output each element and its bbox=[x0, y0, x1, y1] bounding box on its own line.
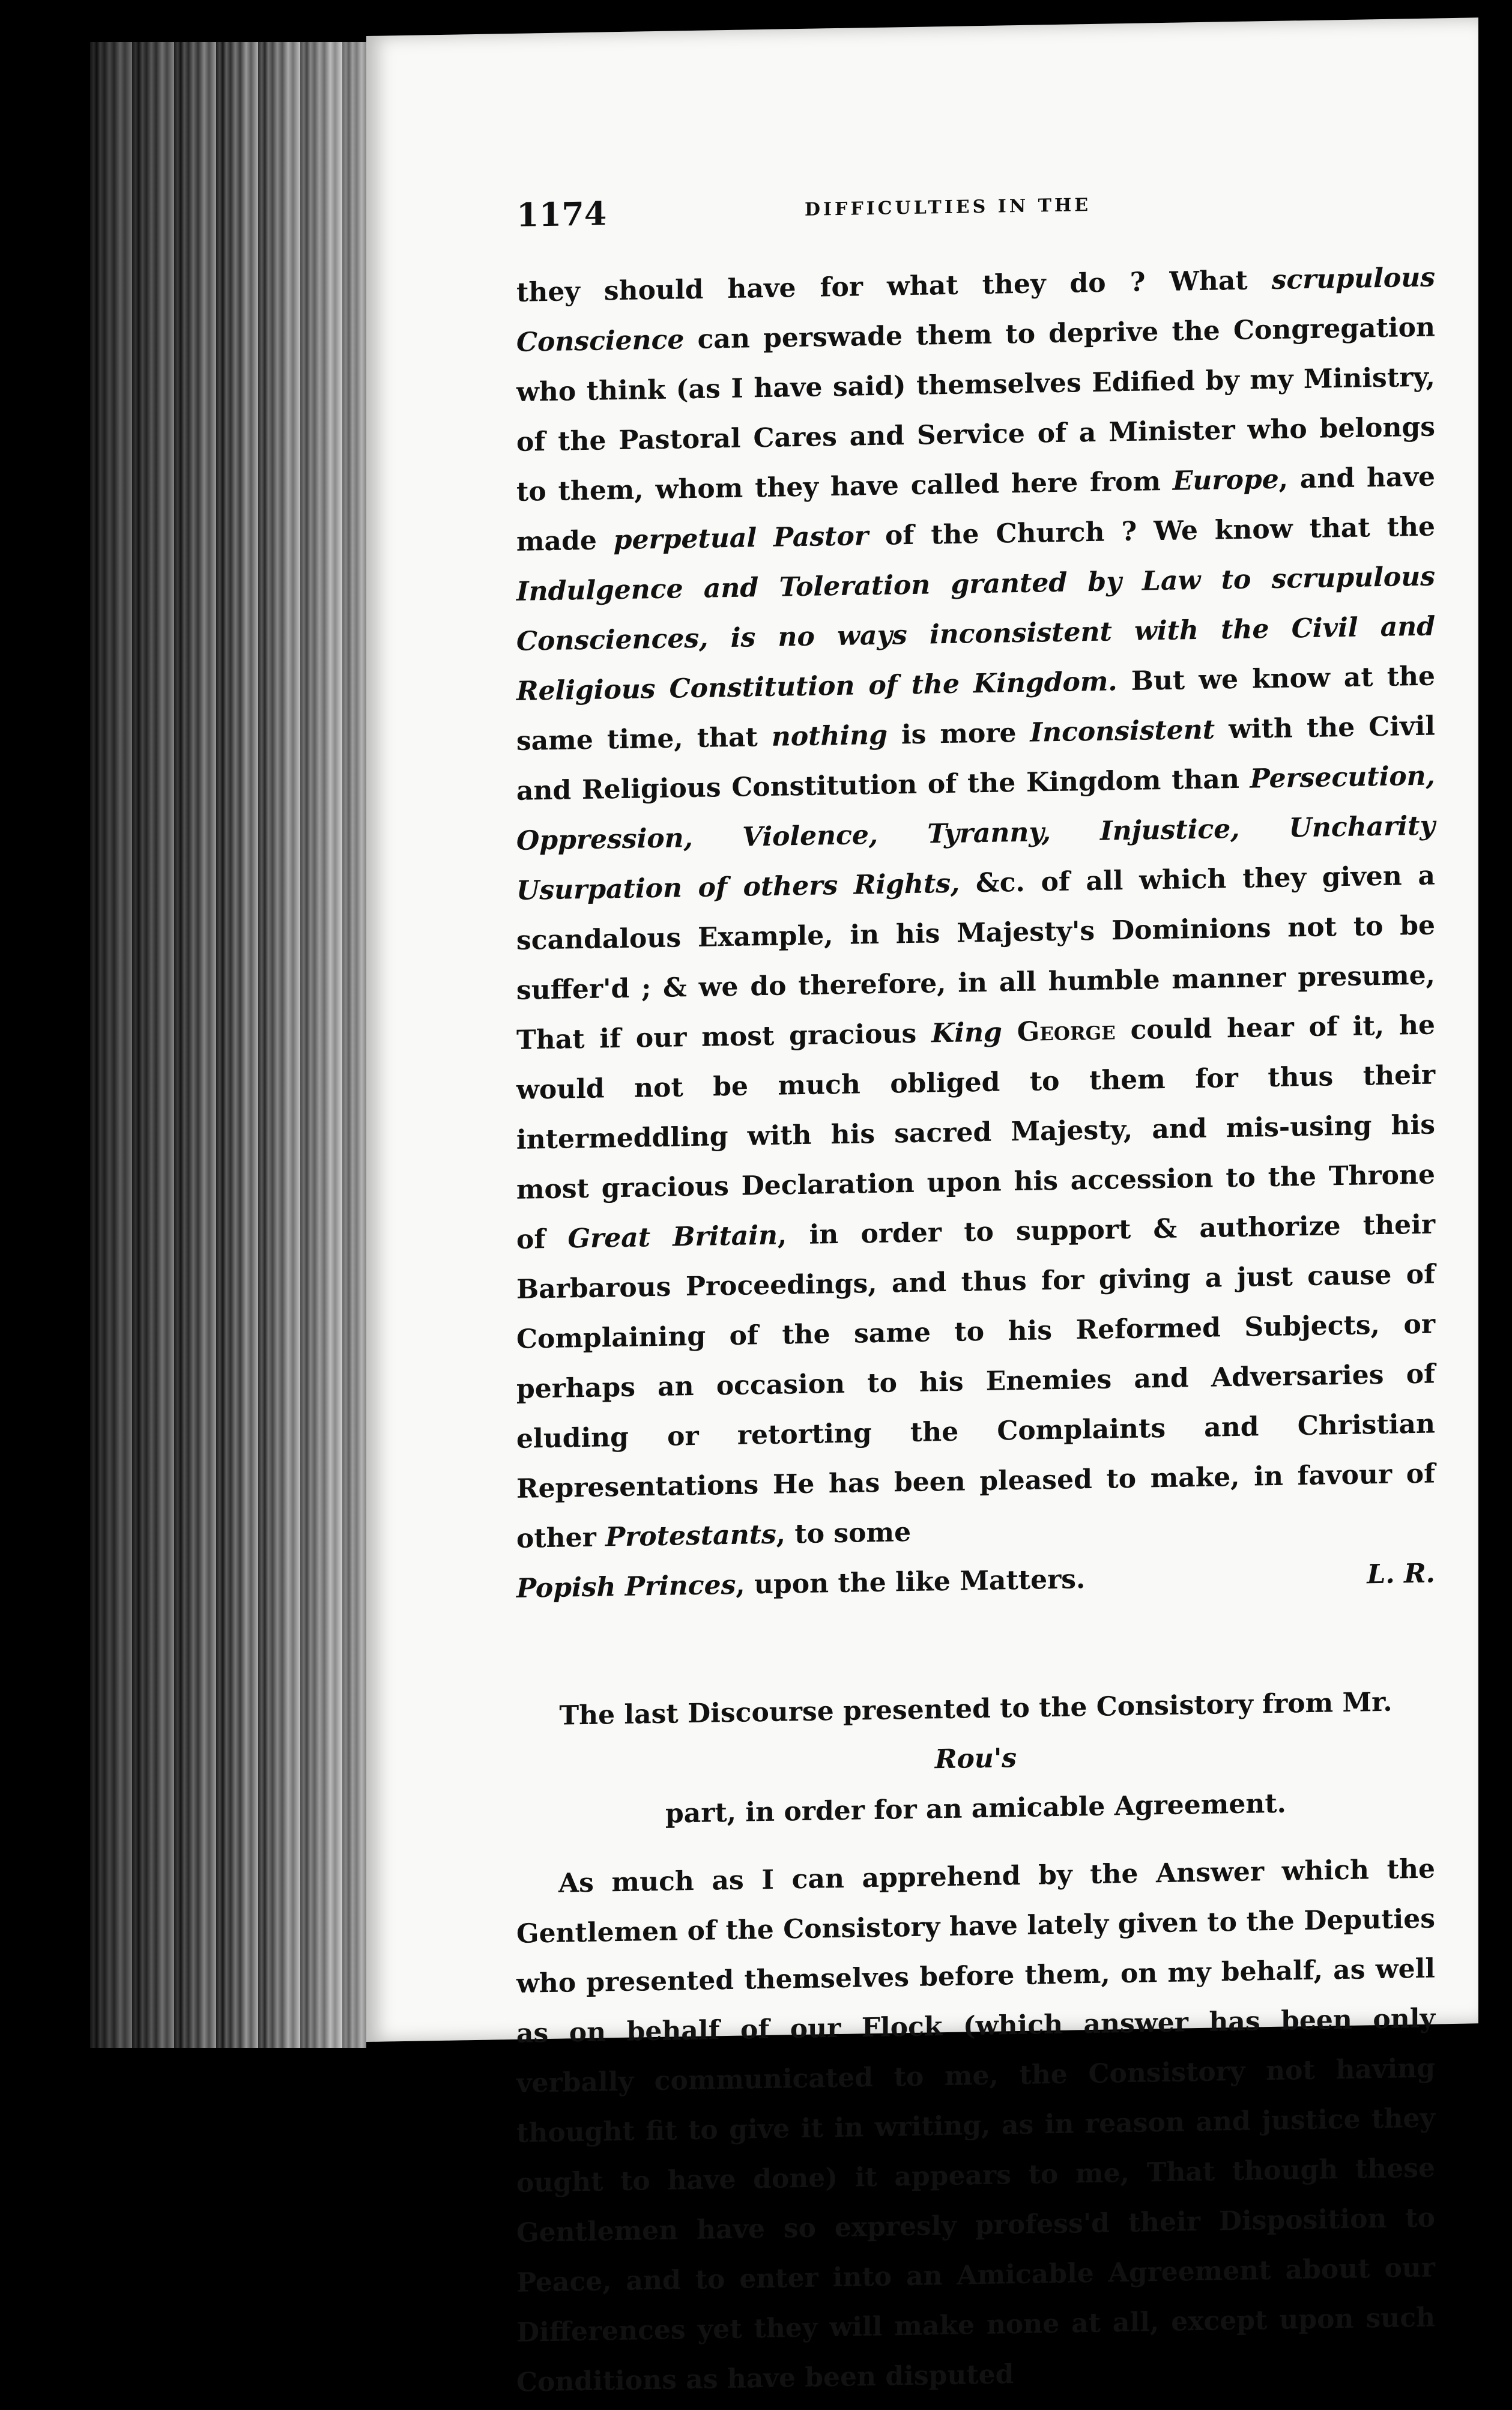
running-title: DIFFICULTIES IN THE bbox=[805, 194, 1092, 220]
section-paragraph: As much as I can apprehend by the Answer which the Gentlemen of the Consistory have lately given to the Deputies who presented themselves before them, on my behalf, as well as on behalf of our Flock (which answer has been only verbally communicated to me, the Consistory not having thought fit to give it in writing, as in reason and justice they ought to have done) it appears to me, That though these Gentlemen have so expresly profess'd their Disposition to Peace, and to enter into an Amicable Agreement about our Differences yet they will make none at all, except upon such Conditions as have been disputed bbox=[516, 1853, 1435, 2398]
page-number: 1174 bbox=[516, 194, 607, 234]
section-heading: The last Discourse presented to the Consistory from Mr. Rou's part, in order for an amicable Agreement. bbox=[559, 1686, 1393, 1829]
body-text bbox=[516, 252, 1435, 2407]
signature: L. R. bbox=[1367, 1558, 1435, 1590]
closing-italic: Popish Princes bbox=[516, 1569, 736, 1604]
book-page-edges bbox=[90, 42, 366, 2048]
heading-name: Rou's bbox=[934, 1743, 1017, 1775]
running-head bbox=[516, 180, 1447, 244]
letter-paragraph: they should have for what they do ? What scrupulous Conscience can perswade them to deprive the Congregation who think (as I have said) themselves Edified by my Ministry, of the Pastoral Cares and Service of a Minister who belongs to them, whom they have called here from Europe, and have made perpetual Pastor of the Church ? We know that the Indulgence and Toleration granted by Law to scrupulous Consciences, is no ways inconsistent with the Civil and Religious Constitution of the Kingdom. But we know at the same time, that nothing is more Inconsistent with the Civil and Religious Constitution of the Kingdom than Persecution, Oppression, Violence, Tyranny, Injustice, Uncharity Usurpation of others Rights, &c. of all which they given a scandalous Example, in his Majesty's Dominions not to be suffer'd ; & we do therefore, in all humble manner presume, That if our most gracious King George could hear of it, he would not be much obliged to them for thus their intermeddling with his sacred Majesty, and mis-using his most gracious Declaration upon his accession to the Throne of Great Britain, in order to support & authorize their Barbarous Proceedings, and thus for giving a just cause of Complaining of the same to his Reformed Subjects, or perhaps an occasion to his Enemies and Adversaries of eluding or retorting the Complaints and Christian Representations He has been pleased to make, in favour of other Protestants, to some bbox=[516, 262, 1436, 1554]
book-page bbox=[366, 17, 1478, 2398]
closing-text: , upon the like Matters. bbox=[736, 1564, 1086, 1600]
